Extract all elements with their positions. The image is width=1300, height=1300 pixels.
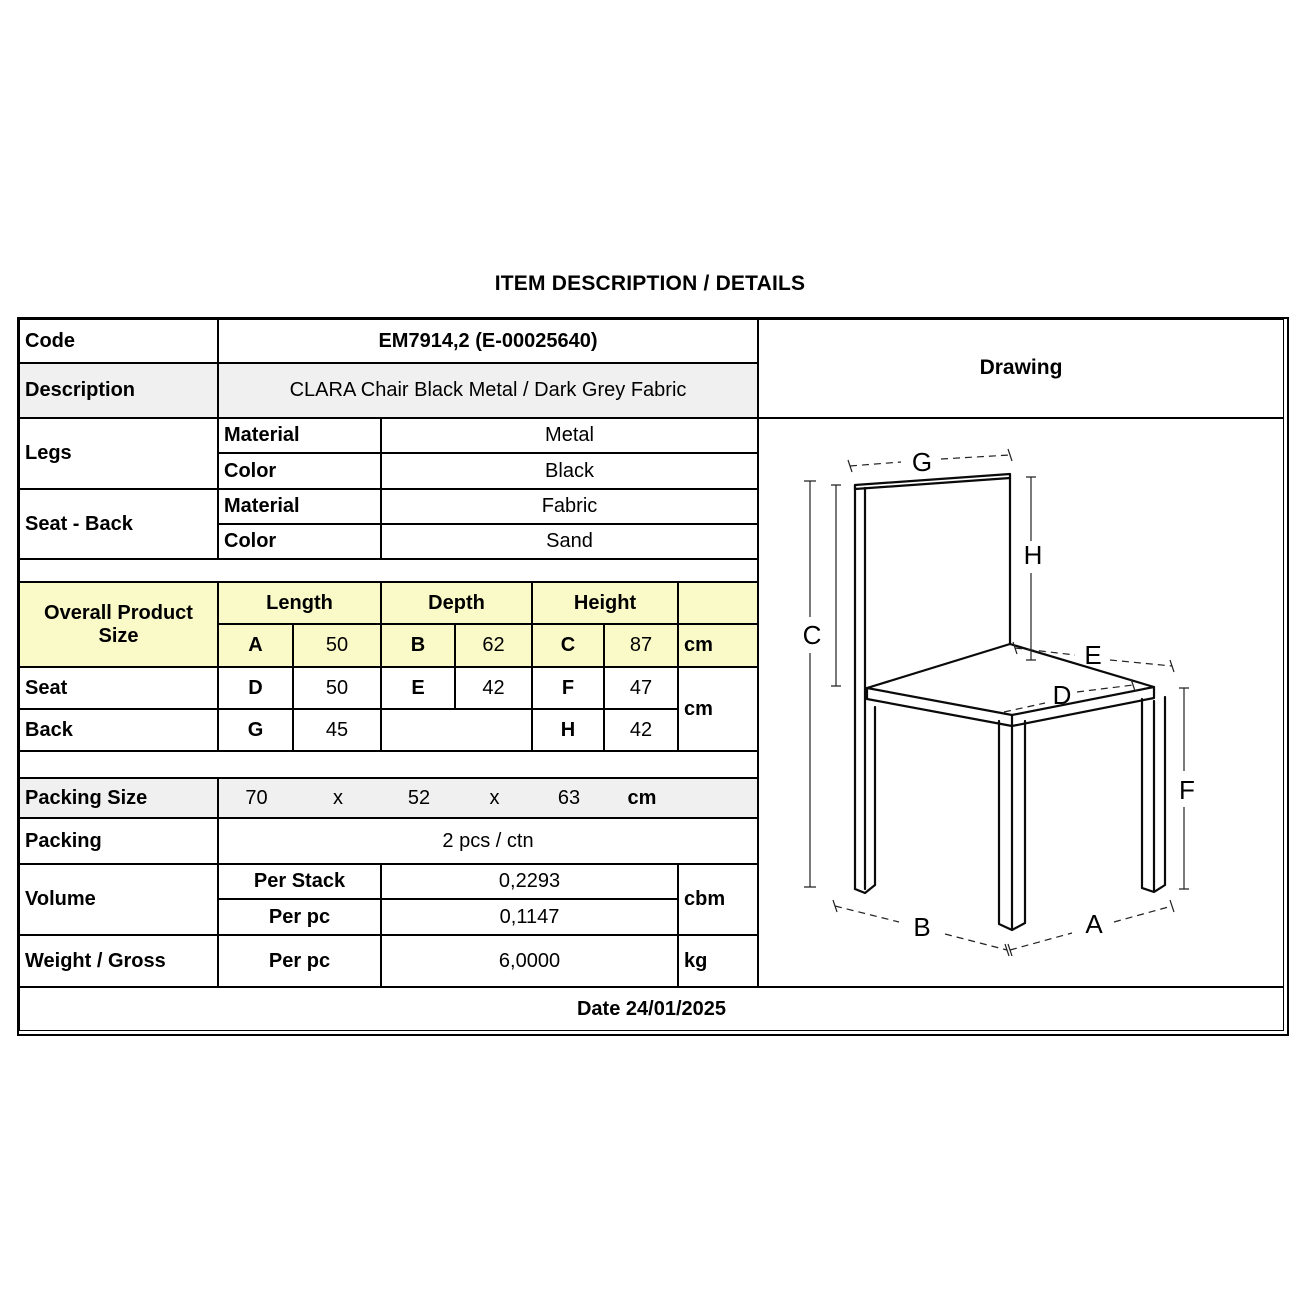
- right-leg: [1142, 697, 1165, 892]
- chair-drawing: [759, 419, 1284, 987]
- seat-back-unit: cm: [678, 667, 758, 751]
- legs-color-value: Black: [381, 453, 758, 489]
- dim-label-b: B: [913, 912, 931, 942]
- dim-label-f: F: [1179, 775, 1195, 805]
- drawing-area: [758, 418, 1284, 987]
- dim-line-c: [804, 481, 816, 887]
- dim-f-label: F: [532, 667, 604, 709]
- spacer-row-1: [19, 559, 758, 582]
- packing-label: Packing: [19, 818, 218, 864]
- dim-label-a: A: [1085, 909, 1103, 939]
- packing-size-unit: cm: [627, 786, 657, 809]
- dim-b-label: B: [381, 624, 455, 667]
- weight-unit: kg: [678, 935, 758, 987]
- packing-size-dim2: 52: [407, 786, 431, 809]
- seat-label: Seat: [19, 667, 218, 709]
- dim-d-value: 50: [293, 667, 381, 709]
- spec-table: [17, 317, 1289, 1036]
- seat-top-face: [867, 644, 1154, 715]
- back-empty-cell: [381, 709, 532, 751]
- volume-label: Volume: [19, 864, 218, 935]
- length-header: Length: [218, 582, 381, 624]
- legs-label: Legs: [19, 418, 218, 489]
- seat-back-color-label: Color: [218, 524, 381, 559]
- packing-size-dim1: 70: [245, 786, 268, 809]
- dim-h-label: H: [532, 709, 604, 751]
- front-leg: [999, 721, 1025, 930]
- volume-per-stack-label: Per Stack: [218, 864, 381, 899]
- legs-material-value: Metal: [381, 418, 758, 453]
- dim-label-d: D: [1052, 680, 1072, 710]
- dim-label-g: G: [911, 447, 933, 477]
- dim-c-value: 87: [604, 624, 678, 667]
- description-label: Description: [19, 363, 218, 418]
- legs-color-label: Color: [218, 453, 381, 489]
- packing-size-value: [218, 778, 758, 818]
- seat-back-label: Seat - Back: [19, 489, 218, 559]
- packing-size-sep2: x: [489, 786, 500, 809]
- weight-label: Weight / Gross: [19, 935, 218, 987]
- code-value: EM7914,2 (E-00025640): [218, 319, 758, 363]
- seat-rim: [867, 687, 1154, 726]
- code-label: Code: [19, 319, 218, 363]
- weight-per-pc-value: 6,0000: [381, 935, 678, 987]
- back-label: Back: [19, 709, 218, 751]
- overall-unit: cm: [678, 624, 758, 667]
- volume-per-pc-label: Per pc: [218, 899, 381, 935]
- dim-label-c: C: [802, 620, 822, 650]
- volume-unit: cbm: [678, 864, 758, 935]
- packing-value: 2 pcs / ctn: [218, 818, 758, 864]
- weight-per-pc-label: Per pc: [218, 935, 381, 987]
- date-row: Date 24/01/2025: [19, 987, 1284, 1031]
- overall-size-label-line2: Size: [98, 624, 139, 647]
- dim-c-label: C: [532, 624, 604, 667]
- dim-label-e: E: [1084, 640, 1102, 670]
- legs-material-label: Material: [218, 418, 381, 453]
- dim-e-value: 42: [455, 667, 532, 709]
- backrest-top-right-edge: [855, 474, 1010, 644]
- seat-back-material-value: Fabric: [381, 489, 758, 524]
- overall-size-label-line1: Overall Product: [44, 601, 193, 624]
- dim-g-value: 45: [293, 709, 381, 751]
- dim-line-aux: [831, 485, 841, 686]
- dim-g-label: G: [218, 709, 293, 751]
- packing-size-dim3: 63: [557, 786, 581, 809]
- packing-size-sep1: x: [333, 786, 343, 809]
- dim-a-label: A: [218, 624, 293, 667]
- seat-back-material-label: Material: [218, 489, 381, 524]
- dim-label-h: H: [1023, 540, 1043, 570]
- dim-h-value: 42: [604, 709, 678, 751]
- description-value: CLARA Chair Black Metal / Dark Grey Fabric: [218, 363, 758, 418]
- height-header: Height: [532, 582, 678, 624]
- overall-size-label: [19, 582, 218, 667]
- depth-header: Depth: [381, 582, 532, 624]
- dim-a-value: 50: [293, 624, 381, 667]
- volume-per-pc-value: 0,1147: [381, 899, 678, 935]
- volume-per-stack-value: 0,2293: [381, 864, 678, 899]
- unit-header-empty: [678, 582, 758, 624]
- packing-size-label: Packing Size: [19, 778, 218, 818]
- dim-d-label: D: [218, 667, 293, 709]
- seat-back-color-value: Sand: [381, 524, 758, 559]
- dim-b-value: 62: [455, 624, 532, 667]
- drawing-header: Drawing: [758, 319, 1284, 418]
- spacer-row-2: [19, 751, 758, 778]
- page-title: ITEM DESCRIPTION / DETAILS: [494, 272, 806, 295]
- dim-f-value: 47: [604, 667, 678, 709]
- dim-e-label: E: [381, 667, 455, 709]
